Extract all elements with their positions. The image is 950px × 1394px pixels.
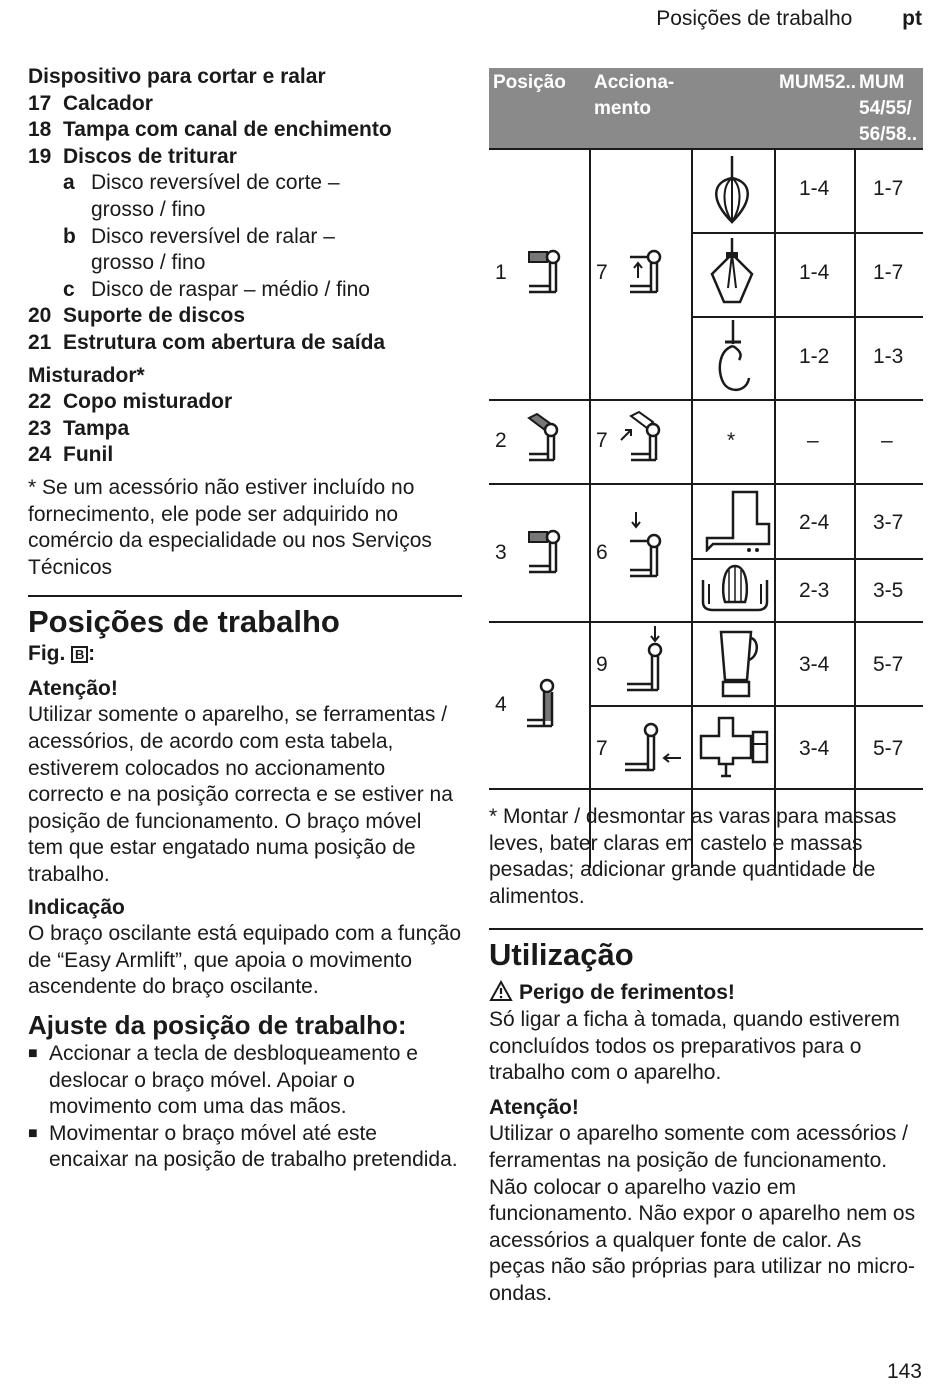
cell-mum54-value: – [881,429,893,452]
item-label: Funil [63,443,114,467]
item-number: 19 [28,144,52,168]
meat-mincer-icon [699,488,771,552]
list-item [28,303,462,330]
table-divider [691,316,923,318]
header-language-code: pt [902,7,922,30]
cell-position: 4 [495,693,507,716]
table-divider [691,232,923,234]
cell-position: 1 [495,261,507,284]
page-header [656,6,922,33]
sub-item-text: Disco reversível de ralar – grosso / fino [91,224,335,275]
list-item [28,330,462,357]
parts-group-title: Dispositivo para cortar e ralar [28,65,326,88]
sub-list-item [28,224,388,277]
usage-attention-text: Utilizar o aparelho somente com acessórios / ferramentas na posição de funcionamento. Não colocar o aparelho vazio em funcionamento. Não expor o aparelho nem os acessórios a qualquer fonte de calor. As peças não são próprias para utilizar no micro-ondas. [489,1122,916,1305]
danger-title: Perigo de ferimentos! [519,981,735,1005]
list-item [28,389,462,416]
cell-drive: 9 [596,653,608,676]
item-label: Tampa [63,416,130,440]
right-column [489,804,923,1308]
sub-item-letter: c [63,277,75,301]
cell-mum54-value: 5-7 [873,653,904,676]
section-title-work-positions: Posições de trabalho [28,595,462,641]
header-mum-line3: 56/58.. [859,124,918,145]
table-divider [489,788,923,790]
item-number: 20 [28,304,52,328]
bullet-square-icon: ■ [28,1045,38,1062]
header-mum52: MUM52.. [779,72,857,93]
table-divider [774,148,776,868]
page-number: 143 [886,1360,922,1384]
cell-mum54-value: 1-3 [873,345,904,368]
cell-drive: 7 [596,429,608,452]
item-label: Discos de triturar [63,144,237,168]
citrus-press-icon [699,562,771,614]
header-mum-line1: MUM [859,72,905,93]
warning-triangle-icon [489,980,513,1002]
figure-label: Fig. [28,642,66,666]
cell-mum54-value: 3-5 [873,579,904,602]
item-number: 22 [28,390,52,414]
cell-tool-note: * [727,429,736,452]
cell-position: 3 [495,541,507,564]
drive-front-up-icon [624,248,664,298]
section-title-usage: Utilização [489,928,923,974]
table-divider [489,148,923,150]
sub-item-letter: b [63,224,76,248]
drive-top-angled-icon [619,410,665,466]
list-item [28,416,462,443]
header-drive [594,70,674,122]
bullet-text: Movimentar o braço móvel até este encaixar na posição de trabalho pretendida. [49,1121,458,1172]
list-item [28,442,462,469]
drive-top-down-icon [624,512,664,582]
attention-title: Atenção! [28,676,118,700]
header-position: Posição [493,72,566,93]
bullet-item [28,1121,462,1174]
cell-drive: 6 [596,541,608,564]
table-header [489,68,923,148]
figure-reference [28,641,462,668]
item-number: 24 [28,443,52,467]
table-divider [489,399,923,401]
item-label: Copo misturador [63,390,233,414]
arm-position-4-icon [525,676,565,732]
table-divider [691,148,693,868]
work-position-table [489,68,923,788]
item-number: 18 [28,118,52,142]
cell-mum52-value: 1-4 [799,177,830,200]
usage-attention-title: Atenção! [489,1095,579,1119]
item-label: Suporte de discos [63,304,246,328]
table-footnote: * Montar / desmontar as varas para massas leves, bater claras em castelo e massas pesadas; adicionar grande quantidade de alimentos. [489,805,897,908]
table-divider [691,558,923,560]
table-divider [489,483,923,485]
cell-mum54-value: 5-7 [873,737,904,760]
cell-mum54-value: 1-7 [873,261,904,284]
bullet-text: Accionar a tecla de desbloqueamento e deslocar o braço móvel. Apoiar o movimento com uma das mãos. [49,1042,418,1119]
drive-rear-icon [619,718,685,778]
dough-hook-icon [709,320,759,396]
list-item [28,91,462,118]
cell-mum52-value: 1-2 [799,345,830,368]
list-item [28,117,462,144]
cell-mum54-value: 3-7 [873,511,904,534]
table-body [489,148,923,788]
danger-heading [489,980,923,1007]
header-section-title: Posições de trabalho [656,7,853,30]
cell-drive: 7 [596,261,608,284]
note-title: Indicação [28,895,125,919]
parts-footnote: * Se um acessório não estiver incluído no fornecimento, ele pode ser adquirido no comércio da especialidade ou nos Serviços Técnicos [28,475,432,579]
item-number: 23 [28,416,52,440]
sub-list-item [28,170,388,223]
subsection-title-adjust: Ajuste da posição de trabalho: [28,1010,407,1040]
cell-mum52-value: – [807,429,819,452]
figure-suffix: : [88,642,96,666]
bullet-item [28,1041,462,1121]
table-divider [589,148,591,868]
item-number: 21 [28,330,52,354]
sub-item-text: Disco de raspar – médio / fino [91,277,370,301]
item-label: Calcador [63,91,153,115]
cell-position: 2 [495,429,507,452]
header-drive-line2: mento [594,98,651,119]
drive-top-icon [619,626,669,696]
item-number: 17 [28,91,52,115]
shredder-icon [697,714,771,780]
sub-item-text: Disco reversível de corte – grosso / fino [91,171,340,221]
cell-mum52-value: 3-4 [799,653,830,676]
sub-list-item [28,277,462,304]
left-column [28,64,462,1174]
table-divider [589,705,923,707]
item-label: Tampa com canal de enchimento [63,118,392,142]
cell-mum54-value: 1-7 [873,177,904,200]
cell-drive: 7 [596,737,608,760]
list-item [28,144,462,171]
header-mum-line2: 54/55/ [859,98,912,119]
arm-position-1-icon [523,248,563,298]
attention-text: Utilizar somente o aparelho, se ferramentas / acessórios, de acordo com esta tabela, estiverem colocados no accionamento correcto e na posição correcta e se estiver na posição de funcionamento. O braço móvel tem que estar engatado numa posição de trabalho. [28,703,453,887]
table-divider [489,621,923,623]
cell-mum52-value: 3-4 [799,737,830,760]
arm-position-3-icon [523,528,563,578]
cell-mum52-value: 1-4 [799,261,830,284]
bullet-square-icon: ■ [28,1124,38,1142]
blender-icon [711,628,761,700]
arm-position-2-icon [523,412,563,466]
item-label: Estrutura com abertura de saída [63,330,386,354]
beater-icon [704,238,760,312]
figure-letter-box: B [71,646,88,663]
parts-group-title: Misturador* [28,363,145,387]
cell-mum52-value: 2-4 [799,511,830,534]
sub-item-letter: a [63,171,75,195]
header-drive-line1: Acciona- [594,72,675,93]
cell-mum52-value: 2-3 [799,579,830,602]
whisk-icon [704,156,760,226]
note-text: O braço oscilante está equipado com a função de “Easy Armlift”, que apoia o movimento ascendente do braço oscilante. [28,922,462,999]
danger-text: Só ligar a ficha à tomada, quando estiverem concluídos todos os preparativos para o trabalho com o aparelho. [489,1007,900,1085]
header-mum54 [859,70,917,148]
table-divider [854,148,856,868]
